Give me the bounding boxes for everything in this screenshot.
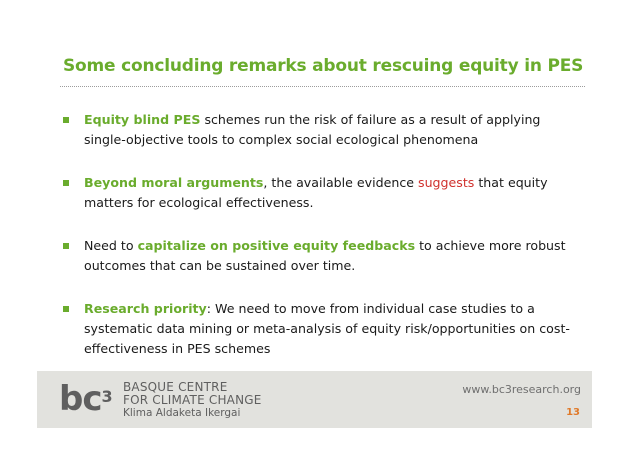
logo-superscript: 3 (101, 387, 112, 406)
website-link[interactable]: www.bc3research.org (462, 383, 581, 396)
bullet-square-icon (63, 180, 69, 186)
bullet-text-after: that equity matters for ecological effectiveness. (84, 175, 548, 210)
bullet-square-icon (63, 117, 69, 123)
bullet-text: to achieve more robust outcomes that can be sustained over time. (84, 238, 566, 273)
bullet-highlight: Equity blind PES (84, 112, 201, 127)
bullet-prefix: Need to (84, 238, 138, 253)
bullet-item-research-priority (63, 299, 583, 359)
bc3-logo (59, 381, 112, 417)
bullet-highlight: Research priority (84, 301, 207, 316)
bullet-highlight: Beyond moral arguments (84, 175, 264, 190)
bullet-square-icon (63, 306, 69, 312)
bullet-item-equity-blind (63, 110, 583, 150)
bullet-highlight: capitalize on positive equity feedbacks (137, 238, 416, 253)
bullet-item-capitalize (63, 236, 583, 276)
footer-bar (37, 371, 592, 428)
org-line-1: BASQUE CENTRE (123, 380, 228, 394)
org-line-2: FOR CLIMATE CHANGE (123, 393, 262, 407)
bullet-list (63, 110, 583, 382)
bullet-emphasis: suggests (418, 175, 475, 190)
bullet-square-icon (63, 243, 69, 249)
page-number: 13 (566, 407, 580, 418)
bullet-text-before: , the available evidence (263, 175, 419, 190)
organization-name (123, 381, 262, 420)
logo-text: bc (59, 379, 102, 419)
bullet-item-beyond-moral (63, 173, 583, 213)
bullet-text: : We need to move from individual case studies to a systematic data mining or meta-analysis of equity risk/opportunities on cost-effectiveness in PES schemes (84, 301, 570, 356)
slide-title: Some concluding remarks about rescuing equity in PES (63, 56, 584, 76)
org-line-3: Klima Aldaketa Ikergai (123, 407, 241, 419)
bullet-text: schemes run the risk of failure as a result of applying single-objective tools to complex social ecological phenomena (84, 112, 541, 147)
title-divider (60, 86, 585, 87)
